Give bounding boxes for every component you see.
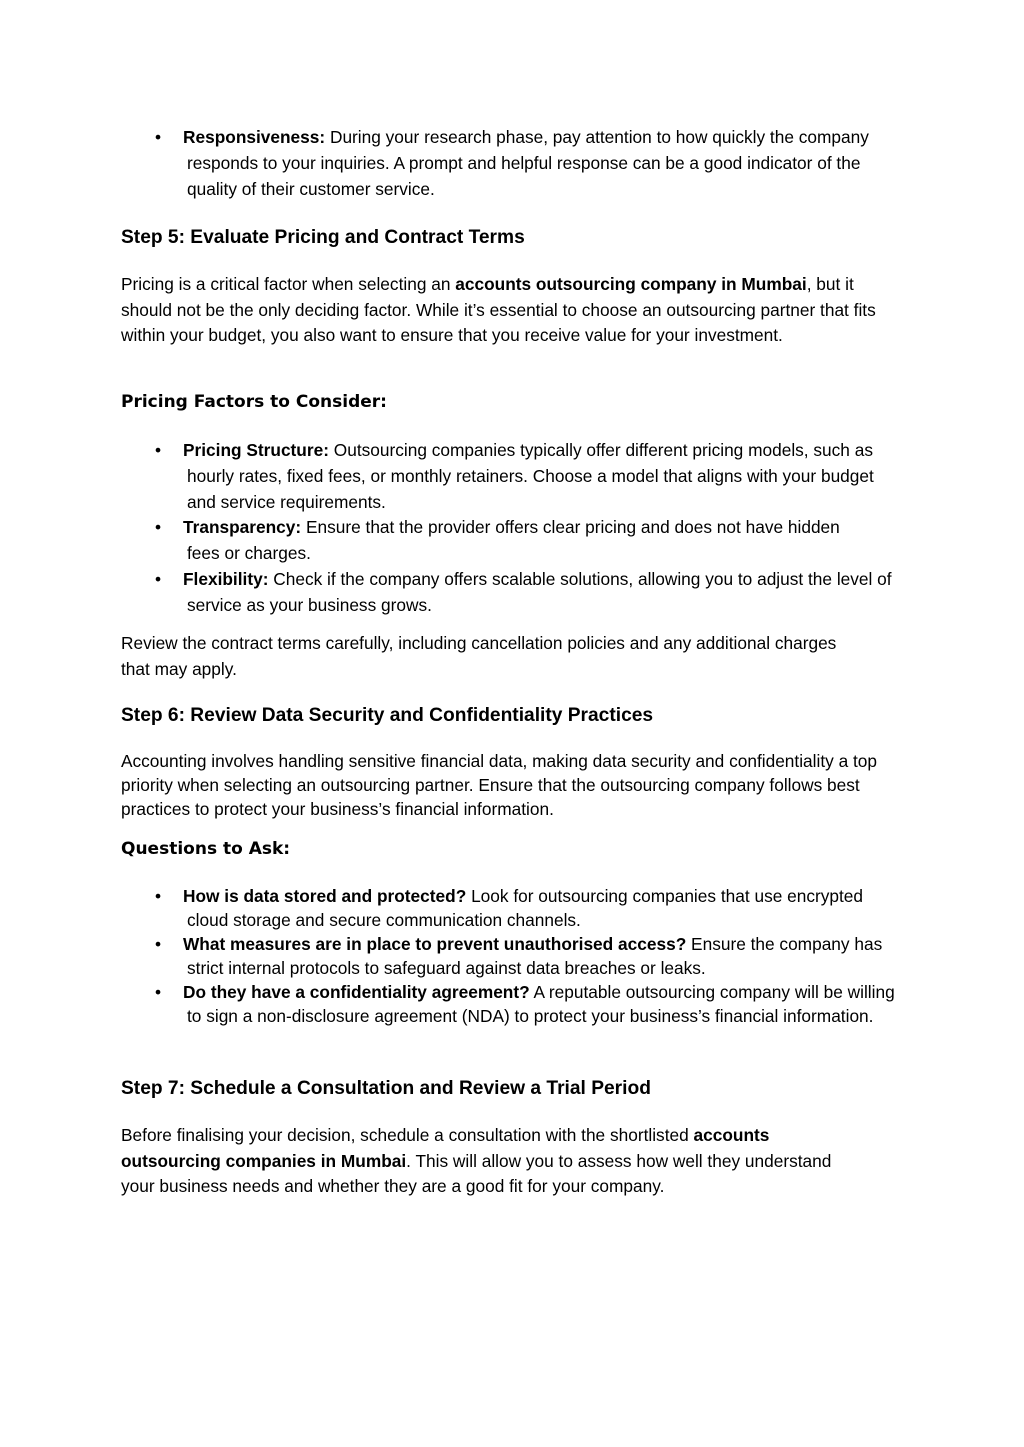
bullet-icon: • — [155, 569, 162, 589]
paragraph-text: . This will allow you to assess how well they understand your business needs and whether they are a good fit for your company. — [121, 1150, 832, 1197]
list-item-label: Pricing Structure: — [183, 440, 329, 460]
list-item-body: Outsourcing companies typically offer different pricing models, such as hourly rates, fixed fees, or monthly retainers. Choose a model that aligns with your budget and service requirements. — [187, 440, 874, 512]
list-item-label: Transparency: — [183, 517, 302, 537]
bullet-icon: • — [155, 934, 162, 954]
paragraph-text: , but it should not be the only deciding factor. While it’s essential to choose an outsourcing partner that fits within your budget, you also want to ensure that you receive value for your investment. — [121, 274, 876, 346]
step5-subheading: Pricing Factors to Consider: — [121, 392, 387, 412]
list-item — [155, 932, 895, 980]
paragraph-bold-text: accounts outsourcing companies in Mumbai — [121, 1125, 770, 1171]
list-item-label: Flexibility: — [183, 569, 269, 589]
list-item — [155, 515, 875, 567]
list-item-text — [183, 125, 895, 202]
list-item-body: During your research phase, pay attention to how quickly the company responds to your inquiries. A prompt and helpful response can be a good indicator of the quality of their customer service. — [187, 127, 869, 199]
list-item-text — [183, 515, 875, 567]
bullet-icon: • — [155, 440, 162, 460]
paragraph-text: Pricing is a critical factor when selecting an — [121, 274, 456, 294]
list-item-text — [183, 980, 895, 1028]
list-item-body: A reputable outsourcing company will be willing to sign a non-disclosure agreement (NDA) to protect your business’s financial information. — [187, 982, 895, 1027]
list-item-body: Ensure that the provider offers clear pricing and does not have hidden fees or charges. — [187, 517, 840, 563]
paragraph-bold-text: accounts outsourcing company in Mumbai — [455, 274, 807, 294]
list-item-label: Do they have a confidentiality agreement? — [183, 982, 530, 1002]
step5-paragraph-1 — [121, 272, 891, 349]
list-item-body: Check if the company offers scalable solutions, allowing you to adjust the level of service as your business grows. — [187, 569, 892, 615]
list-item — [155, 980, 895, 1028]
step6-paragraph-1: Accounting involves handling sensitive financial data, making data security and confidentiality a top priority when selecting an outsourcing partner. Ensure that the outsourcing company follows best practices to protect your business’s financial information. — [121, 751, 878, 820]
list-item-text — [183, 884, 875, 932]
list-item-text — [183, 438, 890, 515]
bullet-icon: • — [155, 982, 162, 1002]
list-item — [155, 884, 875, 932]
step6-heading: Step 6: Review Data Security and Confidentiality Practices — [121, 705, 654, 726]
list-item — [155, 125, 895, 202]
list-item — [155, 438, 890, 515]
list-item — [155, 567, 915, 619]
step7-heading: Step 7: Schedule a Consultation and Review a Trial Period — [121, 1078, 651, 1099]
list-item-text — [183, 567, 915, 619]
step7-paragraph-1 — [121, 1123, 861, 1200]
list-item-text — [183, 932, 895, 980]
paragraph-text: Before finalising your decision, schedule a consultation with the shortlisted — [121, 1125, 694, 1145]
list-item-label: How is data stored and protected? — [183, 886, 467, 906]
bullet-icon: • — [155, 886, 162, 906]
bullet-icon: • — [155, 517, 162, 537]
list-item-body: Look for outsourcing companies that use encrypted cloud storage and secure communication channels. — [187, 886, 864, 931]
list-item-label: What measures are in place to prevent unauthorised access? — [183, 934, 687, 954]
list-item-body: Ensure the company has strict internal protocols to safeguard against data breaches or leaks. — [187, 934, 883, 979]
bullet-icon: • — [155, 127, 162, 147]
step5-paragraph-2: Review the contract terms carefully, including cancellation policies and any additional charges that may apply. — [121, 633, 837, 679]
list-item-label: Responsiveness: — [183, 127, 326, 147]
step6-subheading: Questions to Ask: — [121, 839, 291, 859]
step5-heading: Step 5: Evaluate Pricing and Contract Terms — [121, 227, 525, 248]
